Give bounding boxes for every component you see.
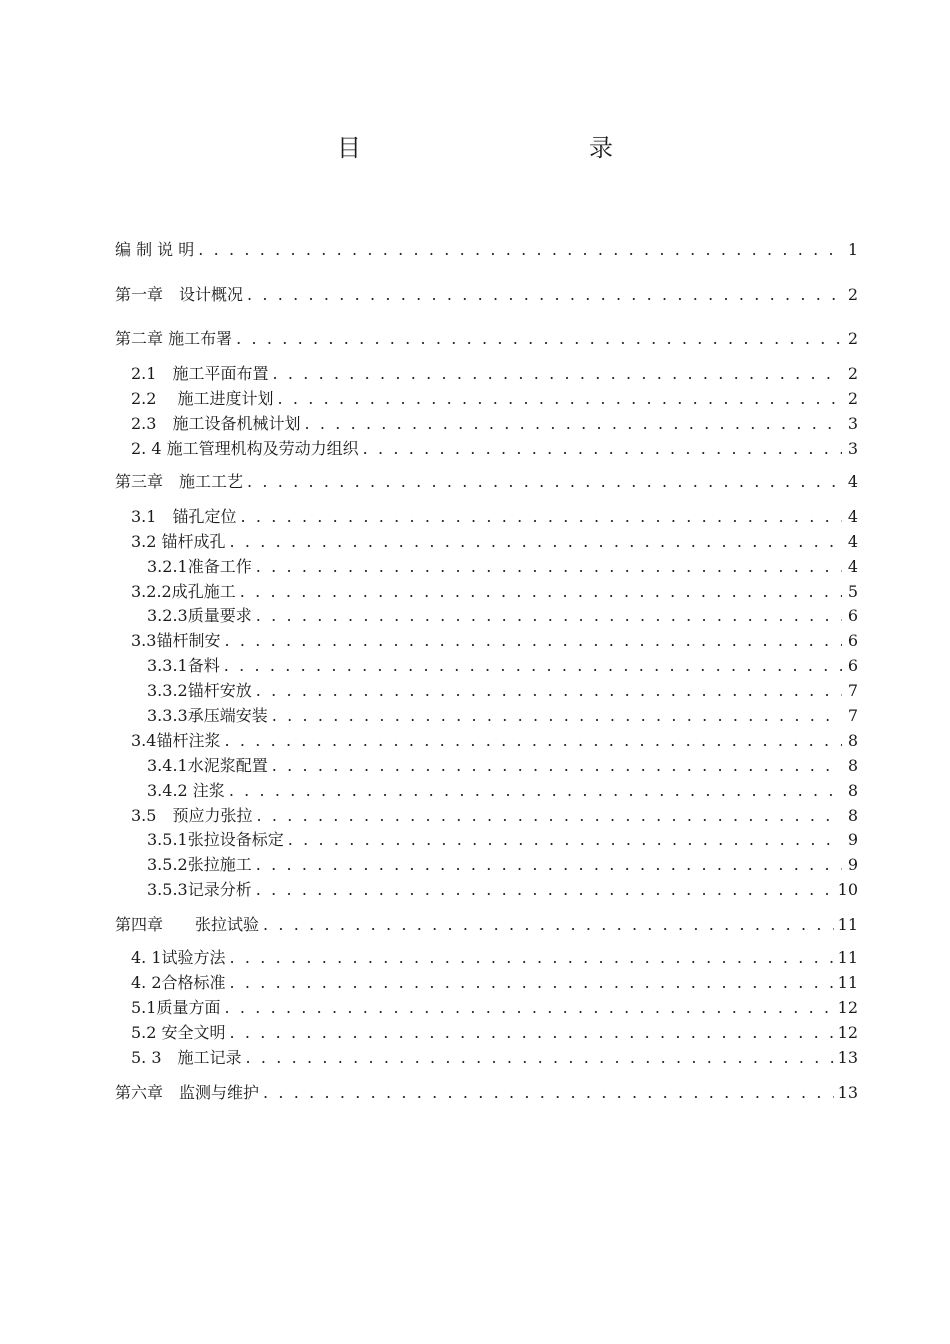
toc-entry[interactable] bbox=[131, 1023, 858, 1043]
dot-leader bbox=[256, 855, 842, 875]
toc-entry-page-number: 11 bbox=[837, 915, 858, 934]
toc-entry-label: 第二章 施工布署 bbox=[115, 329, 233, 348]
toc-entry-page-number: 8 bbox=[847, 806, 858, 825]
toc-entry-label: 3.4锚杆注浆 bbox=[131, 731, 221, 750]
toc-entry-label: 3.2.2成孔施工 bbox=[131, 582, 236, 601]
toc-entry-label: 3.5.3记录分析 bbox=[147, 880, 252, 899]
toc-entry-label: 2.2 施工进度计划 bbox=[131, 389, 274, 408]
toc-entry-page-number: 4 bbox=[847, 532, 858, 551]
toc-entry-page-number: 5 bbox=[847, 582, 858, 601]
toc-entry-page-number: 7 bbox=[847, 706, 858, 725]
toc-entry[interactable] bbox=[131, 631, 858, 651]
toc-entry-page-number: 12 bbox=[837, 998, 858, 1017]
toc-entry[interactable] bbox=[147, 706, 858, 726]
dot-leader bbox=[272, 364, 842, 384]
dot-leader bbox=[230, 973, 834, 993]
toc-entry-page-number: 8 bbox=[847, 781, 858, 800]
dot-leader bbox=[288, 830, 842, 850]
dot-leader bbox=[224, 998, 833, 1018]
toc-entry-label: 3.3.1备料 bbox=[147, 656, 220, 675]
toc-entry-label: 编 制 说 明 bbox=[115, 240, 195, 259]
toc-entry[interactable] bbox=[131, 948, 858, 968]
toc-entry[interactable] bbox=[131, 582, 858, 602]
toc-entry-page-number: 8 bbox=[847, 731, 858, 750]
dot-leader bbox=[247, 472, 842, 492]
toc-entry[interactable] bbox=[131, 532, 858, 552]
toc-entry[interactable] bbox=[115, 1083, 858, 1103]
toc-entry-label: 4. 2合格标准 bbox=[131, 973, 226, 992]
dot-leader bbox=[256, 681, 842, 701]
toc-entry-page-number: 13 bbox=[837, 1083, 858, 1102]
toc-entry-label: 3.2.3质量要求 bbox=[147, 606, 252, 625]
dot-leader bbox=[272, 756, 842, 776]
toc-entry[interactable] bbox=[147, 855, 858, 875]
toc-entry-page-number: 9 bbox=[847, 830, 858, 849]
dot-leader bbox=[240, 582, 842, 602]
toc-entry[interactable] bbox=[147, 606, 858, 626]
toc-entry-label: 3.2.1准备工作 bbox=[147, 557, 252, 576]
toc-entry[interactable] bbox=[147, 681, 858, 701]
dot-leader bbox=[230, 948, 834, 968]
toc-entry-label: 3.4.1水泥浆配置 bbox=[147, 756, 268, 775]
dot-leader bbox=[272, 706, 842, 726]
toc-entry-page-number: 6 bbox=[847, 606, 858, 625]
toc-entry[interactable] bbox=[147, 557, 858, 577]
dot-leader bbox=[263, 915, 834, 935]
dot-leader bbox=[230, 532, 842, 552]
toc-entry-page-number: 12 bbox=[837, 1023, 858, 1042]
dot-leader bbox=[240, 507, 842, 527]
toc-entry-page-number: 4 bbox=[847, 507, 858, 526]
toc-entry-label: 第一章 设计概况 bbox=[115, 285, 244, 304]
dot-leader bbox=[224, 631, 842, 651]
toc-entry[interactable] bbox=[131, 998, 858, 1018]
toc-entry[interactable] bbox=[131, 414, 858, 434]
toc-entry[interactable] bbox=[131, 389, 858, 409]
toc-entry[interactable] bbox=[115, 915, 858, 935]
dot-leader bbox=[256, 606, 842, 626]
toc-entry-label: 3.5 预应力张拉 bbox=[131, 806, 253, 825]
toc-entry-page-number: 10 bbox=[837, 880, 858, 899]
toc-entry-page-number: 6 bbox=[847, 631, 858, 650]
toc-entry[interactable] bbox=[115, 285, 858, 305]
toc-entry-page-number: 13 bbox=[837, 1048, 858, 1067]
toc-entry-label: 5.1质量方面 bbox=[131, 998, 221, 1017]
toc-entry[interactable] bbox=[131, 973, 858, 993]
toc-entry-label: 3.2 锚杆成孔 bbox=[131, 532, 226, 551]
dot-leader bbox=[198, 240, 842, 260]
dot-leader bbox=[304, 414, 842, 434]
toc-entry-label: 5. 3 施工记录 bbox=[131, 1048, 242, 1067]
toc-entry[interactable] bbox=[115, 240, 858, 260]
toc-entry-page-number: 11 bbox=[837, 973, 858, 992]
dot-leader bbox=[247, 285, 842, 305]
toc-entry-label: 3.3锚杆制安 bbox=[131, 631, 221, 650]
toc-entry-label: 第六章 监测与维护 bbox=[115, 1083, 260, 1102]
toc-entry[interactable] bbox=[115, 472, 858, 492]
toc-entry[interactable] bbox=[147, 756, 858, 776]
dot-leader bbox=[224, 731, 842, 751]
page-title: 目 录 bbox=[337, 134, 673, 162]
toc-entry[interactable] bbox=[131, 439, 858, 459]
toc-entry[interactable] bbox=[115, 329, 858, 349]
dot-leader bbox=[278, 389, 842, 409]
toc-entry-page-number: 6 bbox=[847, 656, 858, 675]
dot-leader bbox=[256, 880, 834, 900]
toc-entry[interactable] bbox=[147, 781, 858, 801]
toc-entry-page-number: 8 bbox=[847, 756, 858, 775]
toc-entry[interactable] bbox=[131, 731, 858, 751]
toc-entry-page-number: 1 bbox=[847, 240, 858, 259]
toc-entry[interactable] bbox=[131, 1048, 858, 1068]
dot-leader bbox=[256, 557, 842, 577]
dot-leader bbox=[229, 781, 842, 801]
toc-entry-page-number: 4 bbox=[847, 472, 858, 491]
toc-entry-page-number: 3 bbox=[847, 414, 858, 433]
toc-entry[interactable] bbox=[131, 507, 858, 527]
toc-entry[interactable] bbox=[147, 656, 858, 676]
toc-entry[interactable] bbox=[131, 806, 858, 826]
dot-leader bbox=[224, 656, 842, 676]
toc-entry-page-number: 7 bbox=[847, 681, 858, 700]
toc-entry-label: 2.3 施工设备机械计划 bbox=[131, 414, 301, 433]
toc-entry-label: 第三章 施工工艺 bbox=[115, 472, 244, 491]
dot-leader bbox=[363, 439, 842, 459]
toc-entry-label: 5.2 安全文明 bbox=[131, 1023, 226, 1042]
dot-leader bbox=[256, 806, 842, 826]
toc-entry-label: 3.3.2锚杆安放 bbox=[147, 681, 252, 700]
dot-leader bbox=[230, 1023, 834, 1043]
toc-entry-label: 3.4.2 注浆 bbox=[147, 781, 225, 800]
toc-entry-page-number: 4 bbox=[847, 557, 858, 576]
toc-entry-page-number: 2 bbox=[847, 389, 858, 408]
dot-leader bbox=[263, 1083, 834, 1103]
toc-entry-page-number: 2 bbox=[847, 285, 858, 304]
toc-entry-label: 2. 4 施工管理机构及劳动力组织 bbox=[131, 439, 359, 458]
toc-entry-label: 3.3.3承压端安装 bbox=[147, 706, 268, 725]
toc-entry-label: 3.5.1张拉设备标定 bbox=[147, 830, 284, 849]
toc-entry-label: 第四章 张拉试验 bbox=[115, 915, 260, 934]
dot-leader bbox=[236, 329, 842, 349]
toc-entry-page-number: 3 bbox=[847, 439, 858, 458]
toc-entry-label: 3.1 锚孔定位 bbox=[131, 507, 237, 526]
toc-entry-page-number: 2 bbox=[847, 329, 858, 348]
toc-entry-label: 2.1 施工平面布置 bbox=[131, 364, 269, 383]
dot-leader bbox=[246, 1048, 834, 1068]
toc-entry-page-number: 9 bbox=[847, 855, 858, 874]
toc-entry[interactable] bbox=[131, 364, 858, 384]
toc-entry-label: 4. 1试验方法 bbox=[131, 948, 226, 967]
toc-entry-page-number: 2 bbox=[847, 364, 858, 383]
toc-entry-label: 3.5.2张拉施工 bbox=[147, 855, 252, 874]
toc-entry[interactable] bbox=[147, 880, 858, 900]
toc-entry-page-number: 11 bbox=[837, 948, 858, 967]
toc-entry[interactable] bbox=[147, 830, 858, 850]
